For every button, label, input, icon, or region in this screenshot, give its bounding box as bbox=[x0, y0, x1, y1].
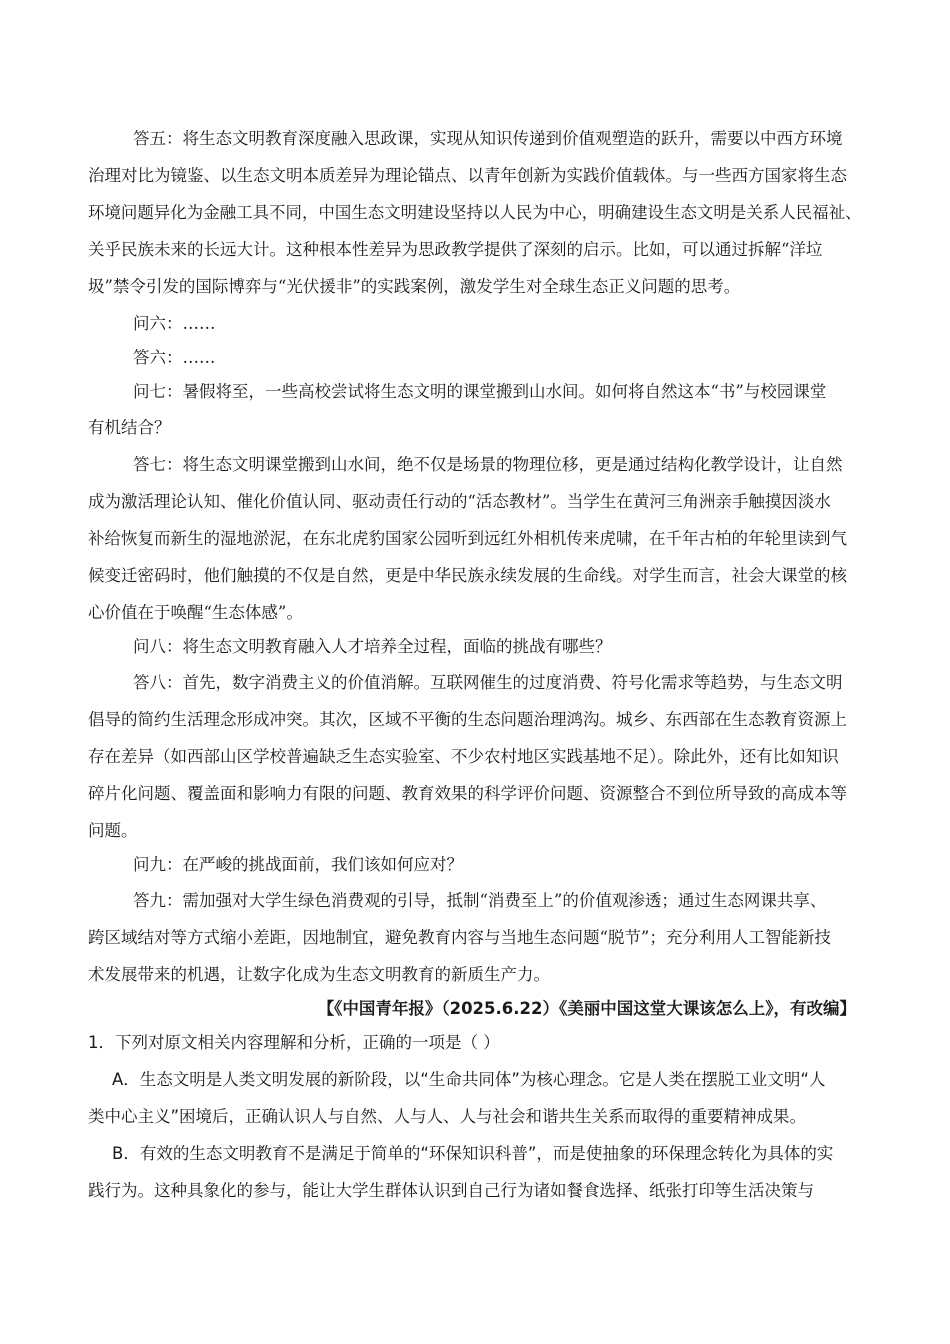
document-page: 答五：将生态文明教育深度融入思政课，实现从知识传递到价值观塑造的跃升，需要以中西方环境 治理对比为镜鉴、以生态文明本质差异为理论锚点、以青年创新为实践价值载体。与一些西方国家将生态 环境问题异化为金融工具不同，中国生态文明建设坚持以人民为中心，明确建设生态文明是关系人民福祉、 关乎民族未来的长远大计。这种根本性差异为思政教学提供了深刻的启示。比如，可以通过拆解“洋垃 圾”禁令引发的国际博弈与“光伏援非”的实践案例，激发学生对全球生态正义问题的思考。 问六：…… 答六：…… 问七：暑假将至，一些高校尝试将生态文明的课堂搬到山水间。如何将自然这本“书”与校园课堂 有机结合？ 答七：将生态文明课堂搬到山水间，绝不仅是场景的物理位移，更是通过结构化教学设计，让自然 成为激活理论认知、催化价值认同、驱动责任行动的“活态教材”。当学生在黄河三角洲亲手触摸因淡水 补给恢复而新生的湿地淤泥，在东北虎豹国家公园听到远红外相机传来虎啸，在千年古柏的年轮里读到气 候变迁密码时，他们触摸的不仅是自然，更是中华民族永续发展的生命线。对学生而言，社会大课堂的核 心价值在于唤醒“生态体感”。 问八：将生态文明教育融入人才培养全过程，面临的挑战有哪些？ 答八：首先，数字消费主义的价值消解。互联网催生的过度消费、符号化需求等趋势，与生态文明 倡导的简约生活理念形成冲突。其次，区域不平衡的生态问题治理鸿沟。城乡、东西部在生态教育资源上 存在差异（如西部山区学校普遍缺乏生态实验室、不少农村地区实践基地不足）。除此外，还有比如知识 碎片化问题、覆盖面和影响力有限的问题、教育效果的科学评价问题、资源整合不到位所导致的高成本等 问题。 问九：在严峻的挑战面前，我们该如何应对？ 答九：需加强对大学生绿色消费观的引导，抵制“消费至上”的价值观渗透；通过生态网课共享、 跨区域结对等方式缩小差距，因地制宜，避免教育内容与当地生态问题“脱节”；充分利用人工智能新技 术发展带来的机遇，让数字化成为生态文明教育的新质生产力。 【《中国青年报》（2025.6.22）《美丽中国这堂大课该怎么上》，有改编】 1．下列对原文相关内容理解和分析，正确的一项是（ ） A．生态文明是人类文明发展的新阶段，以“生命共同体”为核心理念。它是人类在摆脱工业文明“人 类中心主义”困境后，正确认识人与自然、人与人、人与社会和谐共生关系而取得的重要精神成果。 B．有效的生态文明教育不是满足于简单的“环保知识科普”，而是使抽象的环保理念转化为具体的实 践行为。这种具象化的参与，能让大学生群体认识到自己行为诸如餐食选择、纸张打印等生活决策与 bbox=[88, 129, 862, 1200]
